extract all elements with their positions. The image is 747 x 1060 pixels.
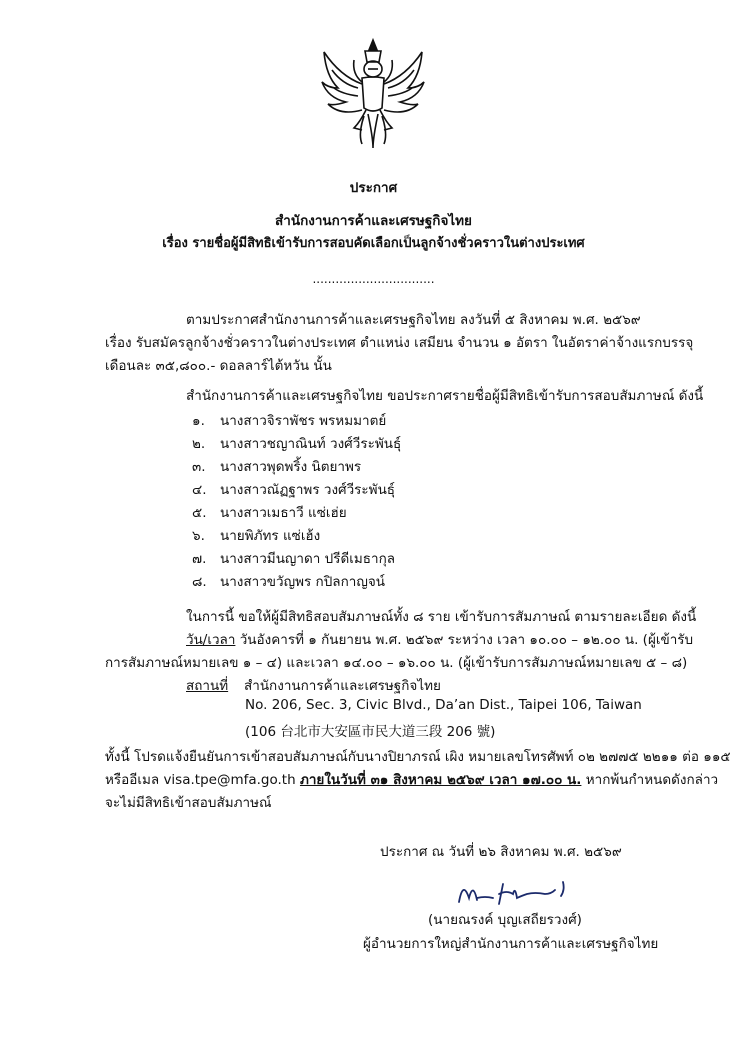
place-name: สำนักงานการค้าและเศรษฐกิจไทย [244, 678, 441, 694]
signer-name: (นายณรงค์ บุญเสถียรวงศ์) [428, 912, 582, 928]
candidate-name: นางสาวพุดพริ้ง นิตยาพร [220, 459, 362, 475]
document-subject: เรื่อง รายชื่อผู้มีสิทธิเข้ารับการสอบคัดเลือกเป็นลูกจ้างชั่วคราวในต่างประเทศ [162, 236, 585, 251]
candidate-number: ๑. [192, 413, 205, 429]
confirm-email-text: หรืออีเมล visa.tpe@mfa.go.th [105, 772, 300, 788]
list-item [192, 455, 361, 477]
announcement-text: สำนักงานการค้าและเศรษฐกิจไทย ขอประกาศรายชื่อผู้มีสิทธิเข้ารับการสอบสัมภาษณ์ ดังนี้ [186, 388, 704, 404]
candidate-name: นางสาวมีนญาดา ปรีดีเมธากุล [220, 551, 396, 567]
candidate-name: นางสาวชญาณินท์ วงศ์วีระพันธุ์ [220, 436, 402, 452]
candidate-number: ๘. [192, 574, 207, 590]
candidate-number: ๒. [192, 436, 206, 452]
interview-intro: ในการนี้ ขอให้ผู้มีสิทธิสอบสัมภาษณ์ทั้ง ๘ ราย เข้ารับการสัมภาษณ์ ตามรายละเอียด ดังนี้ [186, 609, 697, 625]
announcement-date: ประกาศ ณ วันที่ ๒๖ สิงหาคม พ.ศ. ๒๕๖๙ [380, 844, 622, 860]
candidate-number: ๕. [192, 505, 207, 521]
candidate-number: ๗. [192, 551, 207, 567]
interview-place [186, 674, 441, 696]
list-item [192, 570, 385, 592]
candidate-name: นางสาวขวัญพร กปิลกาญจน์ [220, 574, 385, 590]
candidate-name: นางสาวณัฏฐาพร วงศ์วีระพันธุ์ [220, 482, 396, 498]
list-item [192, 547, 395, 569]
interview-datetime-cont: การสัมภาษณ์หมายเลข ๑ – ๔) และเวลา ๑๔.๐๐ – ๑๖.๐๐ น. (ผู้เข้ารับการสัมภาษณ์หมายเลข ๕ – ๘) [105, 655, 688, 671]
list-item [192, 432, 401, 454]
garuda-emblem-icon [318, 36, 428, 151]
intro-line-3: เดือนละ ๓๕,๘๐๐.- ดอลลาร์ไต้หวัน นั้น [105, 358, 332, 374]
candidate-number: ๓. [192, 459, 206, 475]
confirm-line-2 [105, 768, 718, 790]
intro-line-1: ตามประกาศสำนักงานการค้าและเศรษฐกิจไทย ลงวันที่ ๕ สิงหาคม พ.ศ. ๒๕๖๙ [186, 312, 641, 328]
divider-dots: ................................ [312, 272, 435, 286]
datetime-text: วันอังคารที่ ๑ กันยายน พ.ศ. ๒๕๖๙ ระหว่าง เวลา ๑๐.๐๐ – ๑๒.๐๐ น. (ผู้เข้ารับ [235, 632, 694, 648]
confirm-suffix: หากพ้นกำหนดดังกล่าว [581, 772, 719, 788]
signature-mark [455, 876, 575, 908]
confirm-line-3: จะไม่มีสิทธิเข้าสอบสัมภาษณ์ [105, 795, 272, 811]
candidate-name: นางสาวเมธาวี แซ่เฮ่ย [220, 505, 347, 521]
document-title: ประกาศ [349, 180, 398, 196]
candidate-number: ๔. [192, 482, 207, 498]
candidate-name: นายพิภัทร แซ่เฮ้ง [220, 528, 321, 544]
confirm-deadline: ภายในวันที่ ๓๑ สิงหาคม ๒๕๖๙ เวลา ๑๗.๐๐ น. [299, 772, 582, 788]
address-chinese: (106 台北市大安區市民大道三段 206 號) [245, 724, 496, 740]
candidate-name: นางสาวจิราพัชร พรหมมาตย์ [220, 413, 387, 429]
intro-line-2: เรื่อง รับสมัครลูกจ้างชั่วคราวในต่างประเทศ ตำแหน่ง เสมียน จำนวน ๑ อัตรา ในอัตราค่าจ้างแรกบรรจุ [105, 335, 694, 351]
list-item [192, 524, 320, 546]
datetime-label: วัน/เวลา [186, 632, 236, 648]
address-english: No. 206, Sec. 3, Civic Blvd., Da’an Dist., Taipei 106, Taiwan [245, 697, 642, 713]
place-label: สถานที่ [186, 678, 229, 694]
list-item [192, 478, 395, 500]
candidate-number: ๖. [192, 528, 205, 544]
list-item [192, 501, 347, 523]
confirm-line-1: ทั้งนี้ โปรดแจ้งยืนยันการเข้าสอบสัมภาษณ์กับนางปิยาภรณ์ เผิง หมายเลขโทรศัพท์ ๐๒ ๒๗๗๕ ๒๒๑๑ ต่อ ๑๑๕ [105, 749, 731, 765]
agency-name: สำนักงานการค้าและเศรษฐกิจไทย [275, 213, 472, 229]
interview-datetime [186, 628, 693, 650]
signer-title: ผู้อำนวยการใหญ่สำนักงานการค้าและเศรษฐกิจไทย [363, 936, 659, 952]
list-item [192, 409, 386, 431]
